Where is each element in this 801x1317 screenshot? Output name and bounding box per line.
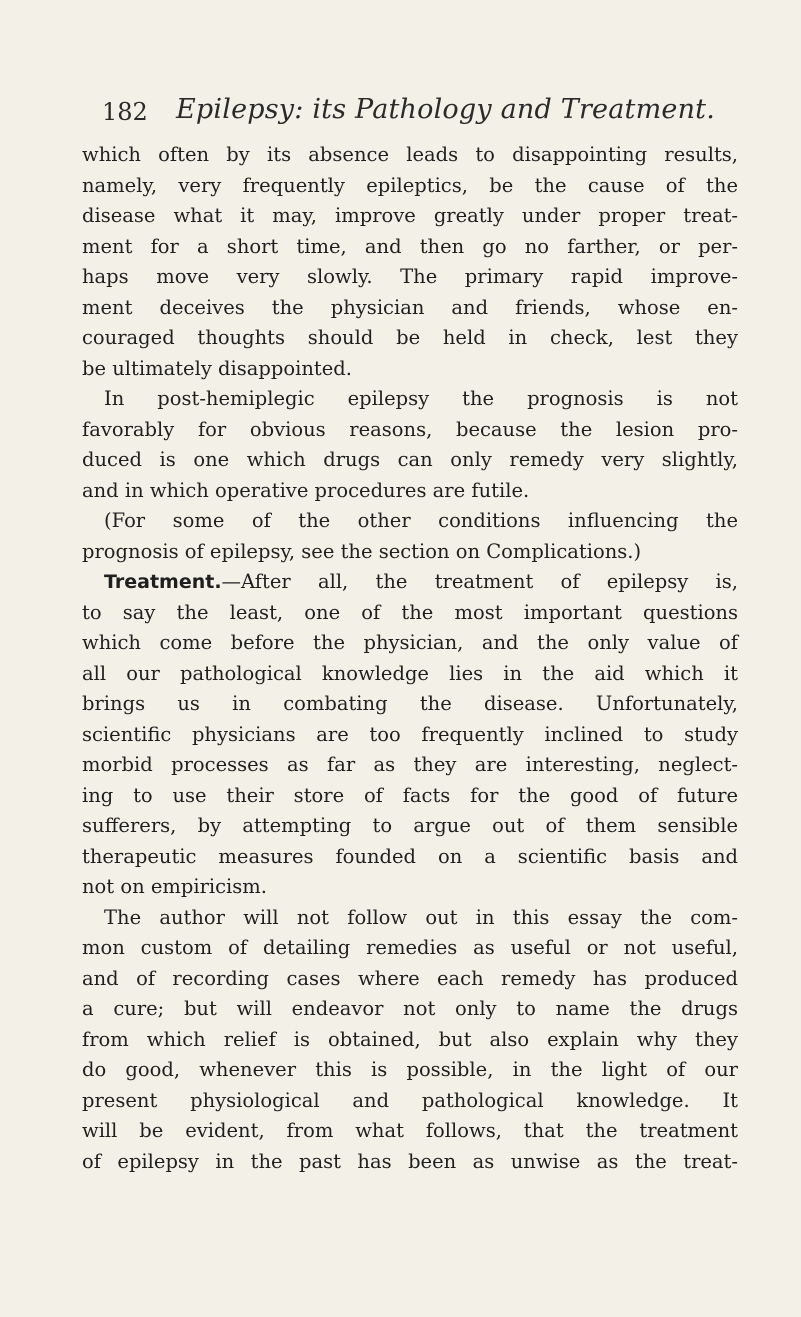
text-line: favorably for obvious reasons, because the lesion pro- (82, 417, 738, 441)
running-title: Epilepsy: its Pathology and Treatment. (176, 94, 715, 125)
text-line: which often by its absence leads to disappointing results, (82, 143, 738, 166)
text-line: namely, very frequently epileptics, be the cause of the (82, 173, 738, 197)
text-line: In post-hemiplegic epilepsy the prognosis is not (104, 387, 738, 410)
text-line: do good, whenever this is possible, in the light of our (82, 1058, 738, 1081)
text-line: from which relief is obtained, but also explain why they (82, 1027, 738, 1051)
text-line: The author will not follow out in this essay the com- (104, 905, 738, 929)
text-line: and in which operative procedures are futile. (82, 478, 530, 502)
text-line: duced is one which drugs can only remedy very slightly, (82, 448, 738, 471)
text-line: mon custom of detailing remedies as useful or not useful, (82, 936, 738, 959)
text-line: (For some of the other conditions influencing the (104, 509, 738, 532)
text-line-rest: —After all, the treatment of epilepsy is, (221, 570, 738, 593)
section-heading: Treatment. (104, 571, 222, 593)
text-line: not on empiricism. (82, 875, 267, 898)
text-line: which come before the physician, and the only value of (82, 631, 738, 654)
page-number: 182 (102, 98, 148, 126)
text-line: be ultimately disappointed. (82, 356, 352, 380)
treatment-first-line (82, 567, 738, 598)
text-line: and of recording cases where each remedy has produced (82, 966, 738, 990)
text-line: haps move very slowly. The primary rapid improve- (82, 265, 738, 288)
text-line: disease what it may, improve greatly under proper treat- (82, 204, 738, 227)
text-line: a cure; but will endeavor not only to name the drugs (82, 997, 738, 1020)
text-line: sufferers, by attempting to argue out of them sensible (82, 814, 738, 837)
text-line: brings us in combating the disease. Unfortunately, (82, 692, 738, 715)
text-line: couraged thoughts should be held in check, lest they (82, 326, 738, 349)
text-line: will be evident, from what follows, that the treatment (82, 1119, 738, 1142)
text-line: scientific physicians are too frequently inclined to study (82, 722, 738, 746)
text-line: of epilepsy in the past has been as unwise as the treat- (82, 1149, 738, 1173)
text-line: prognosis of epilepsy, see the section on Complications.) (82, 539, 642, 563)
text-line: all our pathological knowledge lies in the aid which it (82, 661, 738, 685)
text-line: ing to use their store of facts for the good of future (82, 783, 738, 807)
text-line: present physiological and pathological knowledge. It (82, 1088, 738, 1112)
body-text (82, 140, 738, 1177)
text-line: morbid processes as far as they are interesting, neglect- (82, 753, 738, 776)
page-header (102, 94, 715, 134)
text-line: ment deceives the physician and friends, whose en- (82, 295, 738, 319)
text-line: ment for a short time, and then go no farther, or per- (82, 234, 738, 258)
text-line: therapeutic measures founded on a scientific basis and (82, 844, 738, 868)
text-line: to say the least, one of the most important questions (82, 600, 738, 624)
